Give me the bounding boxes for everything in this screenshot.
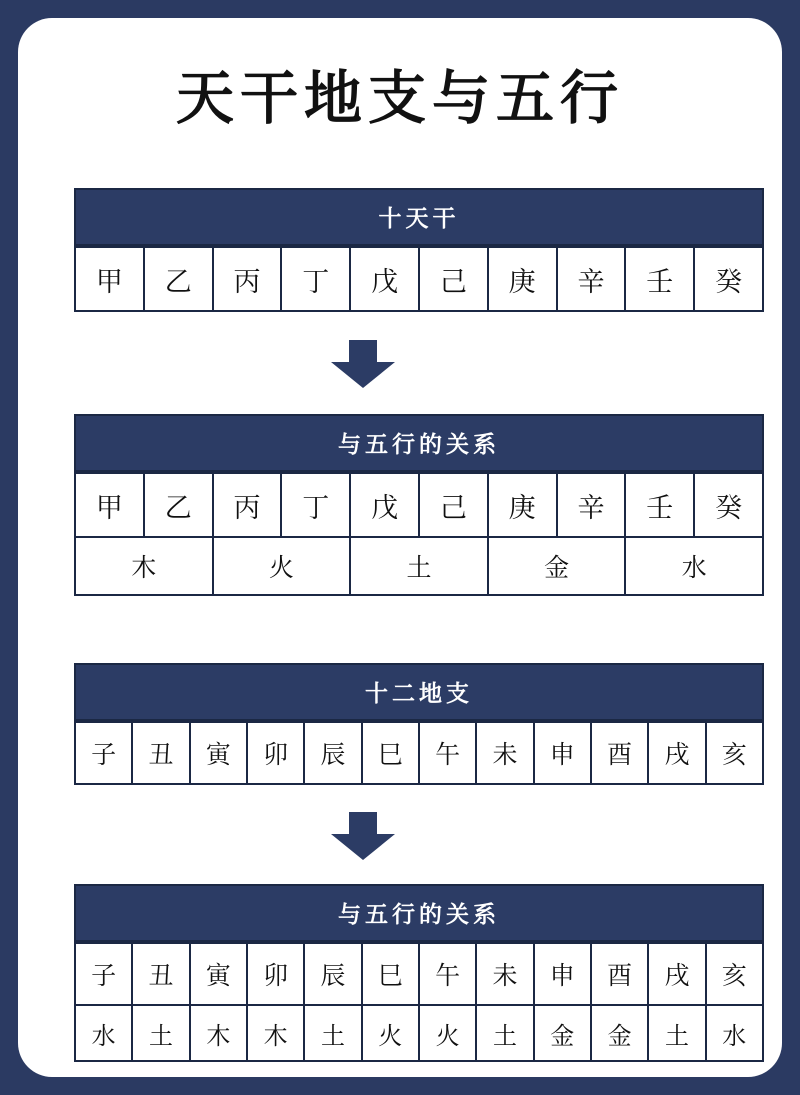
cell-branch: 午 — [419, 943, 476, 1005]
band-stems-elements: 与五行的关系 — [74, 414, 764, 472]
poster-card — [18, 18, 782, 1077]
cell-branch: 子 — [75, 943, 132, 1005]
table-row — [75, 473, 763, 537]
table-row — [75, 1005, 763, 1061]
cell-branch: 寅 — [190, 943, 247, 1005]
table-branches-elements — [74, 942, 764, 1062]
down-arrow-icon — [323, 336, 403, 392]
table-row — [75, 943, 763, 1005]
down-arrow-icon — [323, 808, 403, 864]
cell-branch: 戌 — [648, 722, 705, 784]
cell-branch: 亥 — [706, 943, 763, 1005]
cell-stem: 丁 — [281, 473, 350, 537]
cell-branch: 巳 — [362, 722, 419, 784]
cell-stem: 甲 — [75, 247, 144, 311]
arrow-down-2 — [18, 808, 708, 864]
cell-element: 水 — [75, 1005, 132, 1061]
cell-element: 土 — [132, 1005, 189, 1061]
cell-stem: 戊 — [350, 247, 419, 311]
table-heavenly-stems — [74, 246, 764, 312]
cell-element: 火 — [419, 1005, 476, 1061]
cell-branch: 子 — [75, 722, 132, 784]
cell-branch: 卯 — [247, 943, 304, 1005]
cell-element: 金 — [591, 1005, 648, 1061]
cell-stem: 戊 — [350, 473, 419, 537]
cell-branch: 巳 — [362, 943, 419, 1005]
page-title: 天干地支与五行 — [175, 66, 624, 131]
cell-branch: 丑 — [132, 943, 189, 1005]
cell-stem: 壬 — [625, 473, 694, 537]
cell-stem: 乙 — [144, 473, 213, 537]
cell-stem: 乙 — [144, 247, 213, 311]
cell-branch: 丑 — [132, 722, 189, 784]
cell-branch: 亥 — [706, 722, 763, 784]
cell-element: 木 — [190, 1005, 247, 1061]
cell-element: 水 — [625, 537, 763, 595]
cell-stem: 庚 — [488, 473, 557, 537]
cell-branch: 戌 — [648, 943, 705, 1005]
section-branches-elements — [74, 884, 764, 1062]
cell-stem: 甲 — [75, 473, 144, 537]
cell-stem: 庚 — [488, 247, 557, 311]
cell-branch: 卯 — [247, 722, 304, 784]
cell-element: 木 — [75, 537, 213, 595]
table-earthly-branches — [74, 721, 764, 785]
cell-element: 金 — [534, 1005, 591, 1061]
cell-stem: 辛 — [557, 473, 626, 537]
cell-element: 火 — [362, 1005, 419, 1061]
cell-stem: 己 — [419, 473, 488, 537]
cell-stem: 辛 — [557, 247, 626, 311]
table-stems-elements — [74, 472, 764, 596]
cell-element: 木 — [247, 1005, 304, 1061]
cell-branch: 未 — [476, 943, 533, 1005]
cell-stem: 癸 — [694, 247, 763, 311]
cell-element: 土 — [476, 1005, 533, 1061]
table-row — [75, 537, 763, 595]
cell-element: 土 — [648, 1005, 705, 1061]
cell-stem: 丁 — [281, 247, 350, 311]
section-earthly-branches — [74, 663, 764, 785]
cell-element: 水 — [706, 1005, 763, 1061]
cell-element: 金 — [488, 537, 626, 595]
cell-element: 土 — [304, 1005, 361, 1061]
cell-stem: 壬 — [625, 247, 694, 311]
cell-stem: 癸 — [694, 473, 763, 537]
table-row — [75, 247, 763, 311]
cell-element: 土 — [350, 537, 488, 595]
table-row — [75, 722, 763, 784]
arrow-down-1 — [18, 336, 708, 392]
cell-stem: 己 — [419, 247, 488, 311]
cell-branch: 午 — [419, 722, 476, 784]
cell-branch: 未 — [476, 722, 533, 784]
band-earthly-branches: 十二地支 — [74, 663, 764, 721]
cell-element: 火 — [213, 537, 351, 595]
cell-branch: 辰 — [304, 943, 361, 1005]
section-stems-elements — [74, 414, 764, 596]
band-branches-elements: 与五行的关系 — [74, 884, 764, 942]
cell-branch: 申 — [534, 722, 591, 784]
band-heavenly-stems: 十天干 — [74, 188, 764, 246]
cell-branch: 申 — [534, 943, 591, 1005]
cell-stem: 丙 — [213, 247, 282, 311]
cell-branch: 寅 — [190, 722, 247, 784]
cell-branch: 辰 — [304, 722, 361, 784]
cell-branch: 酉 — [591, 943, 648, 1005]
section-heavenly-stems — [74, 188, 764, 312]
cell-stem: 丙 — [213, 473, 282, 537]
cell-branch: 酉 — [591, 722, 648, 784]
